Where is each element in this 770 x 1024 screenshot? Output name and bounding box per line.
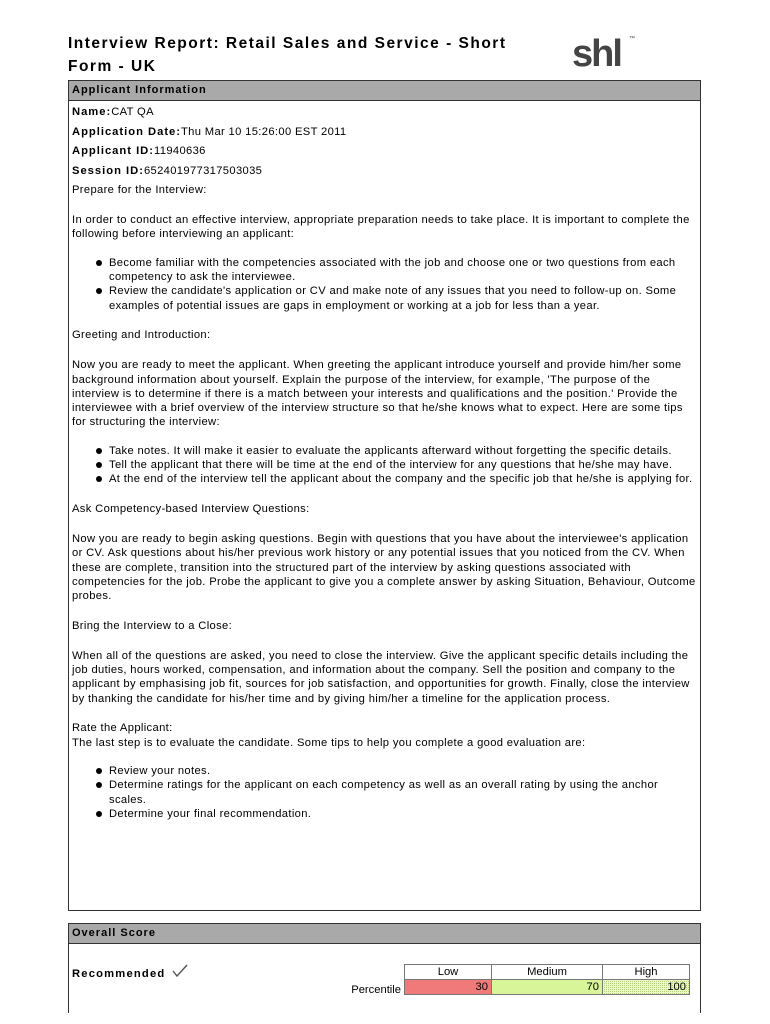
field-session-id-value: 652401977317503035 xyxy=(143,164,263,177)
overall-score-header: Overall Score xyxy=(69,924,700,944)
shl-logo-text: shl xyxy=(572,33,621,72)
band-medium-label: Medium xyxy=(492,965,603,980)
close-text: When all of the questions are asked, you need to close the interview. Give the applicant specific details including the job duties, hours worked, compensation, and information about the company. Sell the position and company to the applicant by emphasising job fit, sources for job satisfaction, and opportunities for growth. Finally, close the interview by thanking the candidate for his/her time and by giving him/her a timeline for the application process. xyxy=(72,649,690,705)
shl-logo-trademark: ™ xyxy=(629,36,635,42)
field-application-date-label: Application Date: xyxy=(72,125,181,138)
list-item: At the end of the interview tell the applicant about the company and the specific job that he/she is applying for. xyxy=(109,472,697,486)
percentile-label: Percentile xyxy=(351,984,401,996)
band-high-value: 100 xyxy=(603,980,690,995)
list-item: Take notes. It will make it easier to evaluate the applicants afterward without forgetting the specific details. xyxy=(109,444,697,458)
prepare-intro: In order to conduct an effective interview, appropriate preparation needs to take place. It is important to complete the following before interviewing an applicant: xyxy=(72,214,690,241)
report-title-line2: Form - UK xyxy=(68,58,157,75)
overall-score-panel xyxy=(68,923,701,1013)
competency-heading: Ask Competency-based Interview Questions: xyxy=(72,503,310,516)
checkmark-icon xyxy=(172,964,188,978)
greeting-heading: Greeting and Introduction: xyxy=(72,329,211,342)
field-applicant-id-value: 11940636 xyxy=(154,145,206,158)
prepare-heading: Prepare for the Interview: xyxy=(72,184,207,197)
band-high-label: High xyxy=(603,965,690,980)
field-application-date-value: Thu Mar 10 15:26:00 EST 2011 xyxy=(181,125,347,138)
band-low-label: Low xyxy=(405,965,492,980)
list-item: Become familiar with the competencies associated with the job and choose one or two questions from each competency to ask the interviewee. xyxy=(109,256,697,285)
field-session-id xyxy=(72,164,697,178)
shl-logo xyxy=(572,32,636,72)
competency-text: Now you are ready to begin asking questions. Begin with questions that you have about the interviewee's application or CV. Ask questions about his/her previous work history or any potential issues that you noticed from the CV. When these are complete, transition into the structured part of the interview by asking questions associated with competencies for the job. Probe the applicant to give you a complete answer by asking Situation, Behaviour, Outcome probes. xyxy=(72,532,696,603)
field-applicant-id xyxy=(72,144,697,158)
band-low-value: 30 xyxy=(405,980,492,995)
close-heading: Bring the Interview to a Close: xyxy=(72,619,233,632)
report-title-line1: Interview Report: Retail Sales and Service - Short xyxy=(68,35,507,52)
rate-heading: Rate the Applicant: xyxy=(72,722,173,735)
prepare-list xyxy=(72,256,697,313)
greeting-list xyxy=(72,444,697,487)
rate-intro: The last step is to evaluate the candidate. Some tips to help you complete a good evaluation are: xyxy=(72,736,586,749)
list-item: Review your notes. xyxy=(109,764,697,778)
list-item: Determine ratings for the applicant on each competency as well as an overall rating by using the anchor scales. xyxy=(109,778,697,807)
greeting-intro: Now you are ready to meet the applicant. When greeting the applicant introduce yourself and provide him/her some background information about yourself. Explain the purpose of the interview, for example, 'The purpose of the interview is to determine if there is a match between your interests and qualifications and the position.' Provide the interviewee with a brief overview of the interview structure so that he/she knows what to expect. Here are some tips for structuring the interview: xyxy=(72,359,683,429)
report-title xyxy=(68,32,538,78)
field-name xyxy=(72,105,697,119)
field-applicant-id-label: Applicant ID: xyxy=(72,145,154,158)
list-item: Tell the applicant that there will be time at the end of the interview for any questions that he/she may have. xyxy=(109,458,697,472)
rate-list xyxy=(72,764,697,821)
list-item: Review the candidate's application or CV and make note of any issues that you need to follow-up on. Some examples of potential issues are gaps in employment or working at a job for less than a year. xyxy=(109,284,697,313)
applicant-information-header: Applicant Information xyxy=(69,81,700,101)
field-name-value: CAT QA xyxy=(111,106,154,118)
recommended-label: Recommended xyxy=(72,968,166,980)
field-session-id-label: Session ID: xyxy=(72,164,144,177)
list-item: Determine your final recommendation. xyxy=(109,807,697,821)
field-application-date xyxy=(72,125,697,139)
field-name-label: Name: xyxy=(72,106,112,118)
percentile-scale xyxy=(404,964,690,995)
applicant-information-panel xyxy=(68,80,701,911)
band-medium-value: 70 xyxy=(492,980,603,995)
